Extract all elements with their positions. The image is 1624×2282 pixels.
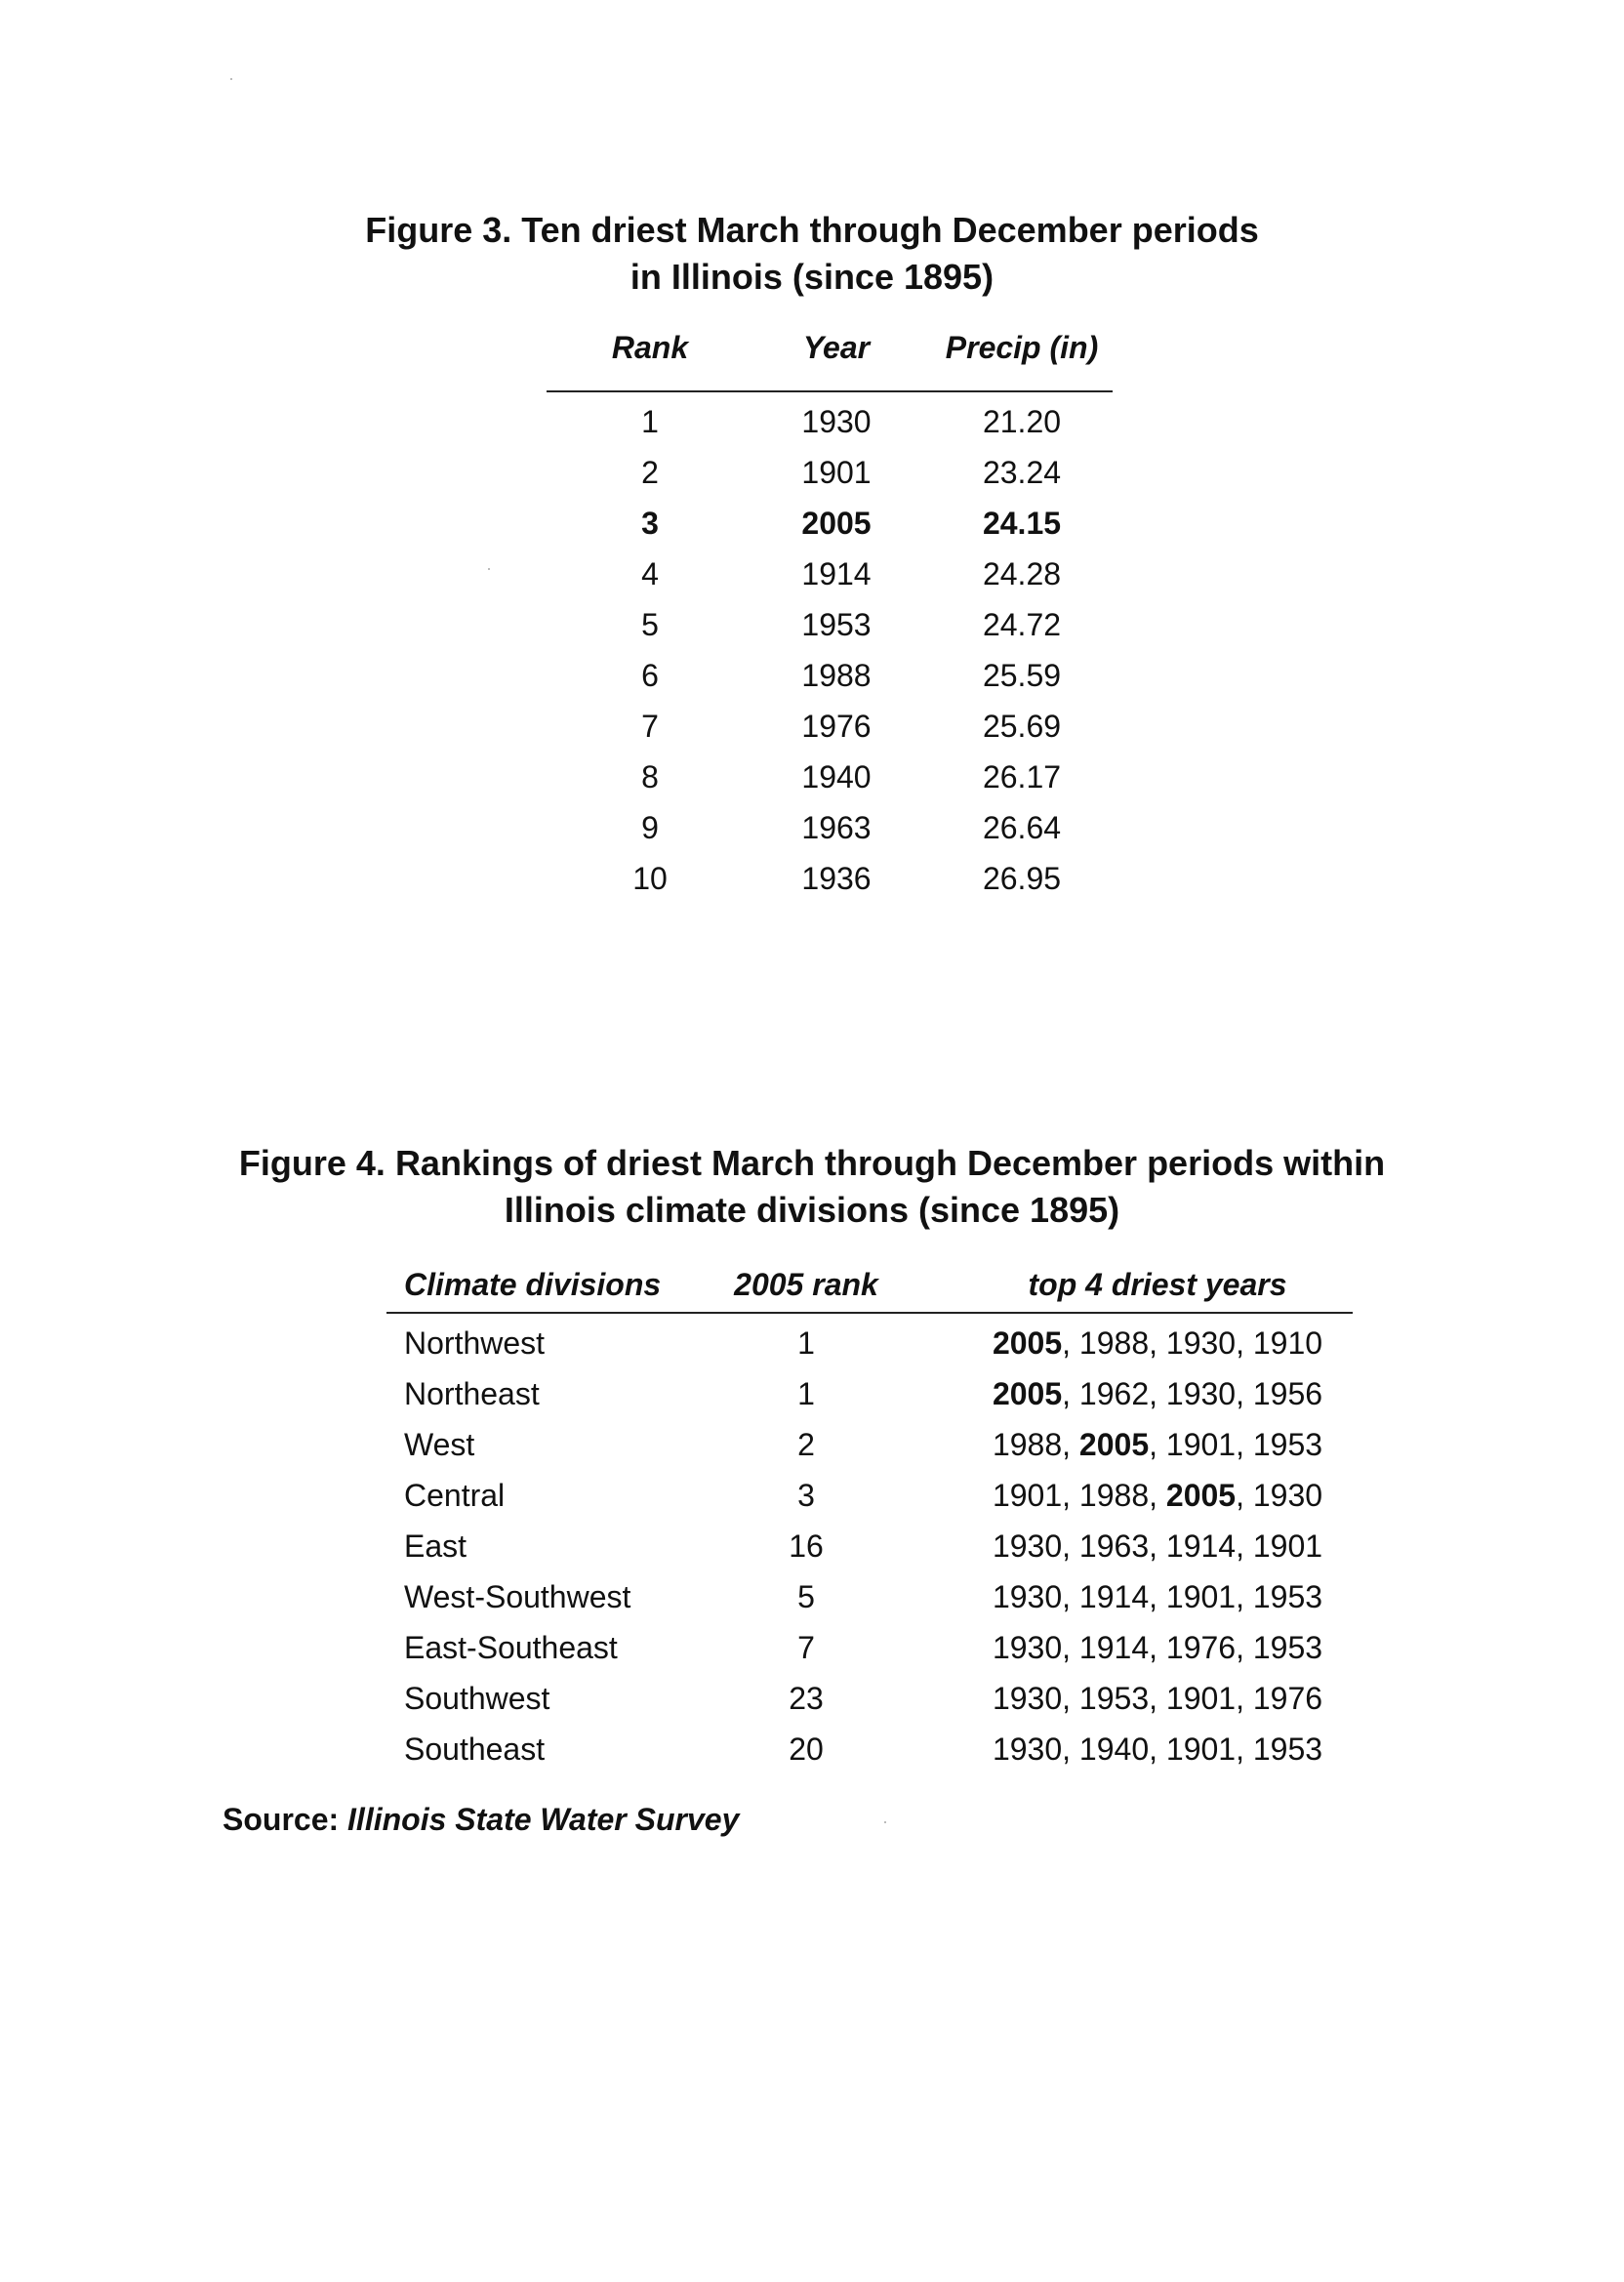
figure4-year: 1930 bbox=[1165, 1376, 1237, 1411]
figure4-year: 1914 bbox=[1078, 1630, 1150, 1665]
figure4-table bbox=[386, 1267, 1353, 1782]
figure3-row bbox=[547, 506, 1113, 556]
figure4-cell-years: 1930, 1914, 1976, 1953 bbox=[992, 1630, 1323, 1665]
figure4-year: 1930 bbox=[1165, 1325, 1237, 1361]
figure4-year: 2005 bbox=[1165, 1478, 1237, 1513]
figure3-cell-year: 1953 bbox=[801, 607, 872, 642]
figure3-table-body bbox=[547, 404, 1113, 912]
figure3-row bbox=[547, 658, 1113, 709]
figure3-cell-rank: 1 bbox=[641, 404, 659, 439]
source-value: Illinois State Water Survey bbox=[347, 1802, 740, 1837]
figure4-cell-division: West-Southwest bbox=[404, 1579, 631, 1614]
figure3-row bbox=[547, 404, 1113, 455]
figure4-year: 2005 bbox=[1078, 1427, 1150, 1462]
scan-speck bbox=[230, 78, 232, 80]
figure4-header-rule bbox=[386, 1312, 1353, 1314]
figure3-cell-year: 1930 bbox=[801, 404, 872, 439]
figure4-cell-years: 1930, 1963, 1914, 1901 bbox=[992, 1528, 1323, 1564]
figure3-row bbox=[547, 759, 1113, 810]
figure4-year: 2005 bbox=[992, 1325, 1063, 1361]
figure3-header-year: Year bbox=[802, 330, 871, 365]
figure4-cell-rank: 1 bbox=[797, 1376, 815, 1411]
figure3-cell-year: 2005 bbox=[801, 506, 872, 541]
figure4-cell-years: 1930, 1914, 1901, 1953 bbox=[992, 1579, 1323, 1614]
figure3-cell-rank: 7 bbox=[641, 709, 659, 744]
figure4-year: 1940 bbox=[1078, 1732, 1150, 1767]
figure3-cell-year: 1914 bbox=[801, 556, 872, 591]
figure3-header-precip: Precip (in) bbox=[945, 330, 1099, 365]
figure3-row bbox=[547, 861, 1113, 912]
figure4-year: 1953 bbox=[1252, 1579, 1323, 1614]
figure3-cell-rank: 4 bbox=[641, 556, 659, 591]
figure3-row bbox=[547, 607, 1113, 658]
figure4-cell-rank: 5 bbox=[797, 1579, 815, 1614]
figure4-row bbox=[386, 1325, 1353, 1376]
figure3-table bbox=[547, 330, 1113, 912]
figure3-row bbox=[547, 556, 1113, 607]
figure4-year: 1910 bbox=[1252, 1325, 1323, 1361]
figure4-year: 1901 bbox=[1165, 1681, 1237, 1716]
figure4-cell-rank: 23 bbox=[789, 1681, 824, 1716]
figure4-header-rank: 2005 rank bbox=[734, 1267, 878, 1302]
figure4-year: 1930 bbox=[992, 1630, 1063, 1665]
figure3-cell-rank: 8 bbox=[641, 759, 659, 795]
figure4-year: 1901 bbox=[1165, 1427, 1237, 1462]
figure4-header-row bbox=[386, 1267, 1353, 1312]
figure4-cell-rank: 2 bbox=[797, 1427, 815, 1462]
figure3-cell-precip: 24.15 bbox=[982, 506, 1062, 541]
figure4-year: 1956 bbox=[1252, 1376, 1323, 1411]
figure3-cell-rank: 5 bbox=[641, 607, 659, 642]
figure4-year: 1988 bbox=[1078, 1325, 1150, 1361]
figure4-year: 1976 bbox=[1165, 1630, 1237, 1665]
figure4-cell-division: East bbox=[404, 1528, 467, 1564]
figure3-cell-precip: 26.17 bbox=[982, 759, 1062, 795]
figure4-year: 1901 bbox=[1165, 1579, 1237, 1614]
source-label: Source: bbox=[223, 1802, 340, 1837]
figure4-cell-rank: 20 bbox=[789, 1732, 824, 1767]
figure3-row bbox=[547, 709, 1113, 759]
figure3-cell-rank: 2 bbox=[641, 455, 659, 490]
figure4-year: 1953 bbox=[1078, 1681, 1150, 1716]
figure4-year: 1953 bbox=[1252, 1630, 1323, 1665]
figure4-year: 1930 bbox=[1252, 1478, 1323, 1513]
source-note bbox=[223, 1802, 739, 1838]
figure3-cell-precip: 24.72 bbox=[982, 607, 1062, 642]
figure4-row bbox=[386, 1732, 1353, 1782]
figure4-cell-years: 1901, 1988, 2005, 1930 bbox=[992, 1478, 1323, 1513]
figure4-cell-rank: 16 bbox=[789, 1528, 824, 1564]
figure3-cell-rank: 10 bbox=[632, 861, 668, 896]
figure4-year: 1901 bbox=[1165, 1732, 1237, 1767]
figure4-title-line2: Illinois climate divisions (since 1895) bbox=[504, 1190, 1120, 1230]
figure4-year: 1901 bbox=[992, 1478, 1063, 1513]
figure3-header-row bbox=[547, 330, 1113, 390]
figure4-year: 1930 bbox=[992, 1528, 1063, 1564]
figure4-year: 1953 bbox=[1252, 1427, 1323, 1462]
figure4-year: 1953 bbox=[1252, 1732, 1323, 1767]
figure4-year: 1914 bbox=[1165, 1528, 1237, 1564]
figure4-cell-division: East-Southeast bbox=[404, 1630, 618, 1665]
figure3-cell-rank: 3 bbox=[641, 506, 659, 541]
figure3-cell-precip: 24.28 bbox=[982, 556, 1062, 591]
figure4-year: 1901 bbox=[1252, 1528, 1323, 1564]
figure4-cell-rank: 7 bbox=[797, 1630, 815, 1665]
figure3-row bbox=[547, 455, 1113, 506]
figure4-cell-division: Central bbox=[404, 1478, 506, 1513]
figure4-cell-years: 1930, 1953, 1901, 1976 bbox=[992, 1681, 1323, 1716]
figure4-cell-years: 2005, 1988, 1930, 1910 bbox=[992, 1325, 1323, 1361]
figure4-year: 1930 bbox=[992, 1579, 1063, 1614]
figure4-row bbox=[386, 1579, 1353, 1630]
figure4-cell-division: Southwest bbox=[404, 1681, 550, 1716]
figure4-cell-division: Southeast bbox=[404, 1732, 546, 1767]
figure4-title bbox=[0, 1140, 1624, 1234]
figure4-row bbox=[386, 1427, 1353, 1478]
figure4-year: 1988 bbox=[992, 1427, 1063, 1462]
figure3-cell-rank: 9 bbox=[641, 810, 659, 845]
figure4-row bbox=[386, 1528, 1353, 1579]
figure4-year: 1962 bbox=[1078, 1376, 1150, 1411]
figure4-cell-years: 1930, 1940, 1901, 1953 bbox=[992, 1732, 1323, 1767]
figure4-year: 1914 bbox=[1078, 1579, 1150, 1614]
figure3-cell-precip: 25.69 bbox=[982, 709, 1062, 744]
figure3-cell-year: 1976 bbox=[801, 709, 872, 744]
figure3-cell-precip: 21.20 bbox=[982, 404, 1062, 439]
figure3-cell-year: 1936 bbox=[801, 861, 872, 896]
figure4-year: 1930 bbox=[992, 1732, 1063, 1767]
figure4-cell-division: Northeast bbox=[404, 1376, 540, 1411]
figure4-year: 2005 bbox=[992, 1376, 1063, 1411]
figure3-cell-precip: 25.59 bbox=[982, 658, 1062, 693]
figure4-year: 1988 bbox=[1078, 1478, 1150, 1513]
figure3-cell-year: 1988 bbox=[801, 658, 872, 693]
figure3-cell-year: 1963 bbox=[801, 810, 872, 845]
figure3-title-line1: Figure 3. Ten driest March through December periods bbox=[365, 210, 1259, 250]
figure4-year: 1976 bbox=[1252, 1681, 1323, 1716]
scan-speck bbox=[488, 568, 490, 570]
figure4-header-years: top 4 driest years bbox=[1028, 1267, 1287, 1302]
figure4-row bbox=[386, 1630, 1353, 1681]
scan-speck bbox=[884, 1821, 886, 1823]
figure3-cell-year: 1901 bbox=[801, 455, 872, 490]
figure3-title bbox=[0, 207, 1624, 301]
figure4-title-line1: Figure 4. Rankings of driest March through December periods within bbox=[238, 1143, 1386, 1183]
figure4-cell-rank: 1 bbox=[797, 1325, 815, 1361]
figure3-cell-precip: 23.24 bbox=[982, 455, 1062, 490]
figure4-row bbox=[386, 1681, 1353, 1732]
figure4-year: 1963 bbox=[1078, 1528, 1150, 1564]
figure3-cell-precip: 26.95 bbox=[982, 861, 1062, 896]
figure3-cell-rank: 6 bbox=[641, 658, 659, 693]
figure4-header-division: Climate divisions bbox=[404, 1267, 662, 1302]
figure4-year: 1930 bbox=[992, 1681, 1063, 1716]
figure4-cell-rank: 3 bbox=[797, 1478, 815, 1513]
figure4-cell-years: 1988, 2005, 1901, 1953 bbox=[992, 1427, 1323, 1462]
figure3-header-rank: Rank bbox=[611, 330, 689, 365]
figure3-title-line2: in Illinois (since 1895) bbox=[629, 257, 995, 297]
figure3-cell-precip: 26.64 bbox=[982, 810, 1062, 845]
figure4-row bbox=[386, 1478, 1353, 1528]
figure4-row bbox=[386, 1376, 1353, 1427]
figure3-cell-year: 1940 bbox=[801, 759, 872, 795]
figure3-header-rule bbox=[547, 390, 1113, 392]
figure4-table-body bbox=[386, 1325, 1353, 1782]
figure4-cell-division: West bbox=[404, 1427, 475, 1462]
figure4-cell-division: Northwest bbox=[404, 1325, 546, 1361]
figure3-row bbox=[547, 810, 1113, 861]
figure4-cell-years: 2005, 1962, 1930, 1956 bbox=[992, 1376, 1323, 1411]
